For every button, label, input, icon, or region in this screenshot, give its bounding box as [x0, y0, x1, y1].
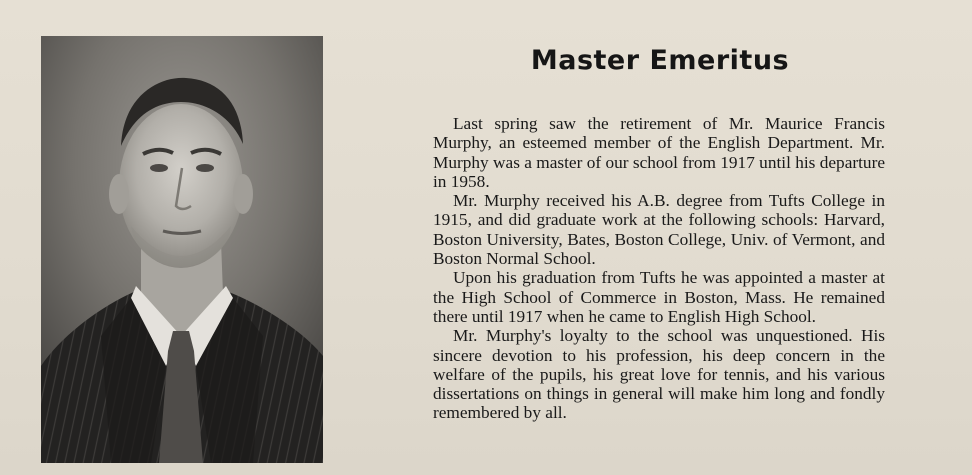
portrait-photo-icon	[41, 36, 323, 463]
article-paragraph: Mr. Murphy's loyalty to the school was unquestioned. His sincere devotion to his profession, his deep concern in the welfare of the pupils, his great love for tennis, and his various dissertations on things in general will make him long and fondly remembered by all.	[433, 326, 885, 423]
article-paragraph: Upon his graduation from Tufts he was appointed a master at the High School of Commerce in Boston, Mass. He remained there until 1917 when he came to English High School.	[433, 268, 885, 326]
article-body	[433, 114, 885, 423]
article-paragraph: Last spring saw the retirement of Mr. Maurice Francis Murphy, an esteemed member of the English Department. Mr. Murphy was a master of our school from 1917 until his departure in 1958.	[433, 114, 885, 191]
article-paragraph: Mr. Murphy received his A.B. degree from Tufts College in 1915, and did graduate work at the following schools: Harvard, Boston University, Bates, Boston College, Univ. of Vermont, and Boston Normal School.	[433, 191, 885, 269]
article-title: Master Emeritus	[530, 45, 790, 76]
